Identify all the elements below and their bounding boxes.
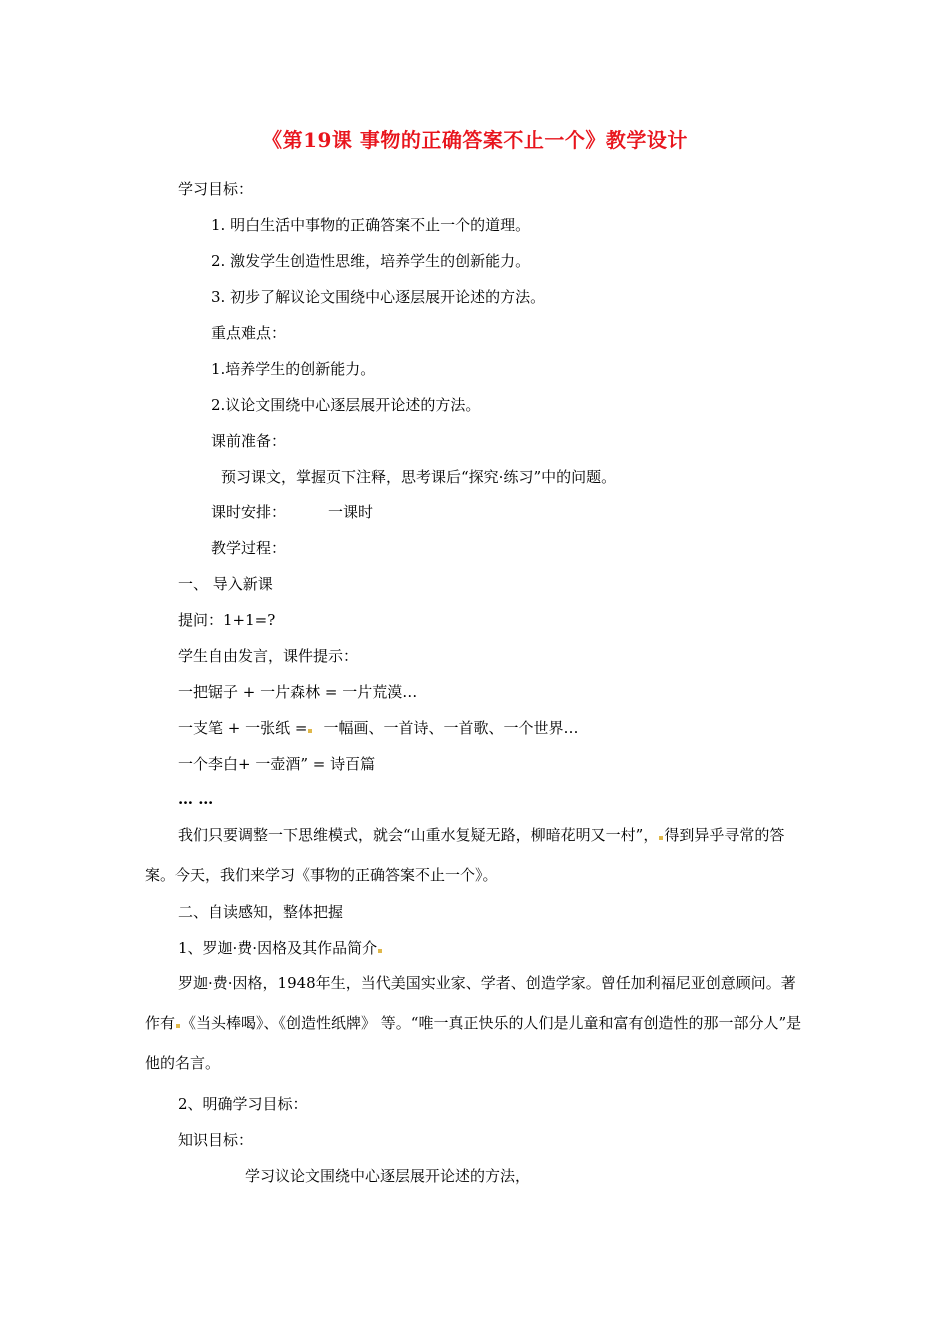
highlight-mark [176,1024,180,1028]
example-line-2 [178,717,578,739]
knowledge-text: 学习议论文围绕中心逐层展开论述的方法， [245,1167,531,1185]
preparation-text: 预习课文，掌握页下注释，思考课后“探究·练习”中的问题。 [221,468,617,486]
highlight-mark [308,729,312,733]
objective-item-3: 3. 初步了解议论文围绕中心逐层展开论述的方法。 [211,288,546,306]
intro-paragraph [145,815,807,895]
schedule-line [211,501,373,523]
objective-item-2: 2. 激发学生创造性思维，培养学生的创新能力。 [211,252,531,270]
knowledge-heading: 知识目标： [178,1131,254,1149]
document-title: 《第19课 事物的正确答案不止一个》教学设计 [262,128,688,152]
schedule-label: 课时安排： [211,503,287,521]
bio-paragraph [145,963,807,1083]
free-speech-line: 学生自由发言，课件提示： [178,647,359,665]
key-point-item-2: 2.议论文围绕中心逐层展开论述的方法。 [211,396,481,414]
example-line-1: 一把锯子 + 一片森林 = 一片荒漠… [178,683,418,701]
intro-paragraph-part-1: 我们只要调整一下思维模式，就会“山重水复疑无路，柳暗花明又一村”， [178,826,659,844]
preparation-heading: 课前准备： [211,432,287,450]
intro-paragraph-part-2: 得到异乎寻常的答案。今天，我们来学习《事物的正确答案不止一个》。 [145,826,785,884]
bio-paragraph-part-1: 罗迦·费·因格，1948年生，当代美国实业家、学者、创造学家。曾任加利福尼亚创意顾问。著作有 [145,974,796,1032]
section-2-heading: 二、自读感知，整体把握 [178,903,344,921]
example-2-left: 一支笔 + 一张纸 = [178,719,308,737]
ellipsis-line: … … [178,790,214,808]
author-heading-text: 1、罗迦·费·因格及其作品简介 [178,939,378,957]
key-point-item-1: 1.培养学生的创新能力。 [211,360,376,378]
objectives-heading: 学习目标： [178,180,254,198]
key-points-heading: 重点难点： [211,324,287,342]
author-heading [178,937,383,959]
example-line-3: 一个李白+ 一壶酒” = 诗百篇 [178,755,376,773]
highlight-mark [659,836,663,840]
highlight-mark [378,949,382,953]
goal-heading: 2、明确学习目标： [178,1095,308,1113]
example-2-right: 一幅画、一首诗、一首歌、一个世界… [323,719,579,737]
objective-item-1: 1. 明白生活中事物的正确答案不止一个的道理。 [211,216,531,234]
process-heading: 教学过程： [211,539,287,557]
question-line: 提问：1+1=? [178,611,276,629]
section-1-heading: 一、 导入新课 [178,575,273,593]
schedule-value: 一课时 [328,503,374,521]
bio-paragraph-part-2: 《当头棒喝》、《创造性纸牌》 等。“唯一真正快乐的人们是儿童和富有创造性的那一部分人”是他的名言。 [145,1014,802,1072]
